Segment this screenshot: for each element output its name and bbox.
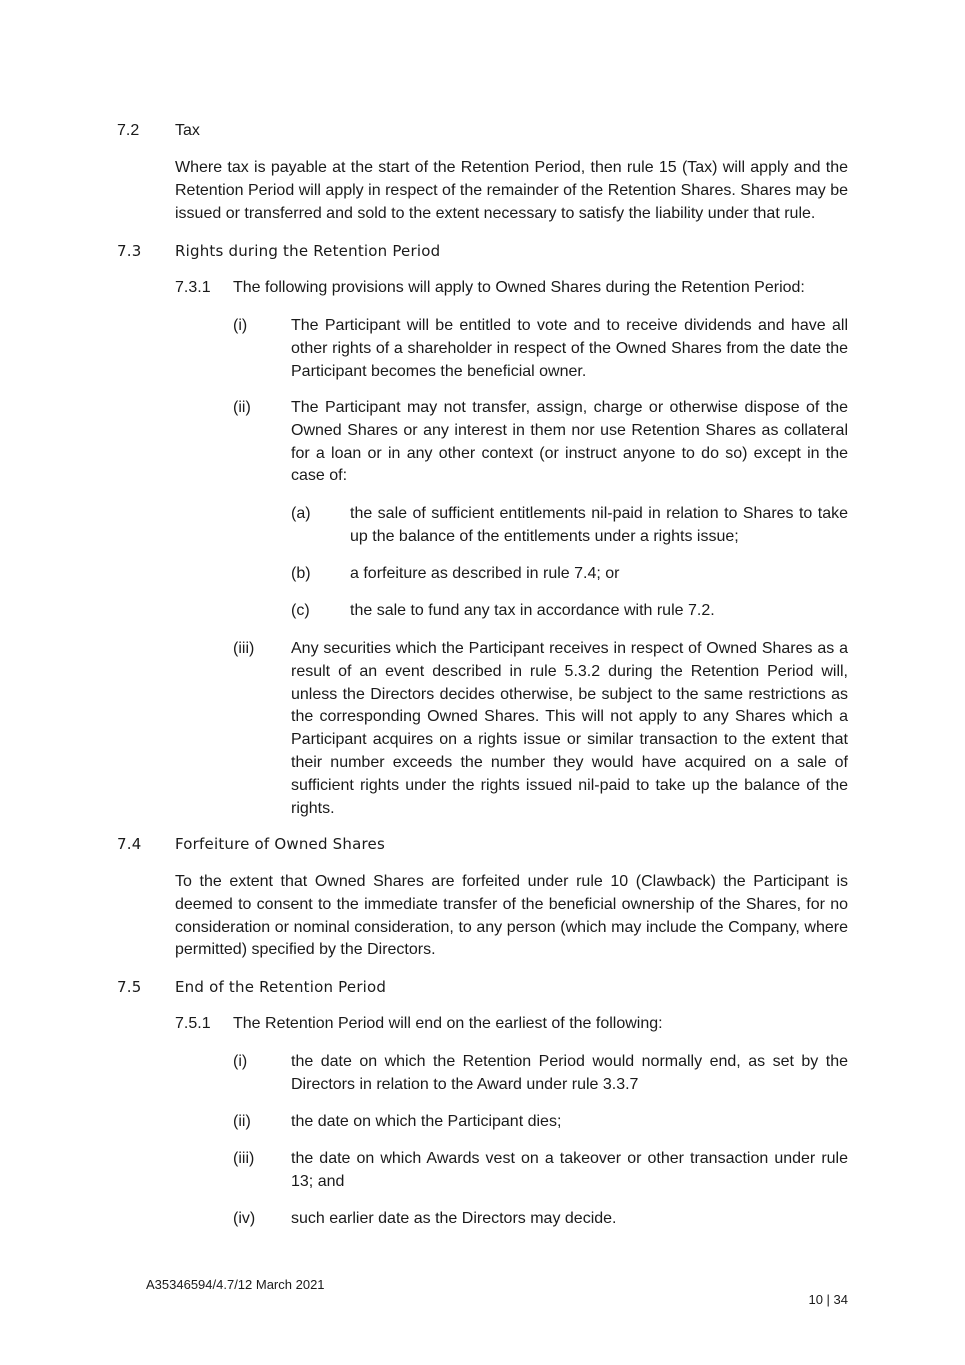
item-number: (ii) (233, 1113, 251, 1130)
document-reference: A35346594/4.7/12 March 2021 (146, 1277, 325, 1292)
item-number: (ii) (233, 399, 251, 416)
section-heading: Tax (175, 122, 200, 139)
item-number: (i) (233, 317, 248, 334)
subitem-number: (a) (291, 505, 311, 522)
clause-text: The Retention Period will end on the earliest of the following: (233, 1015, 663, 1032)
item-number: (i) (233, 1053, 248, 1070)
clause-text: The following provisions will apply to Owned Shares during the Retention Period: (233, 279, 805, 296)
clause-number: 7.5.1 (175, 1015, 211, 1032)
item-number: (iv) (233, 1210, 256, 1227)
section-body: Where tax is payable at the start of the Retention Period, then rule 15 (Tax) will apply and the Retention Period will apply in respect of the remainder of the Retention Shares. Shares may be issued or transferred and sold to the extent necessary to satisfy the liability under that rule. (175, 159, 848, 222)
section-number: 7.2 (117, 122, 140, 139)
subitem-number: (b) (291, 565, 311, 582)
section-heading: End of the Retention Period (175, 978, 387, 996)
section-body: To the extent that Owned Shares are forfeited under rule 10 (Clawback) the Participant is deemed to consent to the immediate transfer of the beneficial ownership of the Shares, for no consideration or nominal consideration, to any person (which may include the Company, where permitted) specified by the Directors. (175, 873, 848, 959)
subitem-number: (c) (291, 602, 310, 619)
item-number: (iii) (233, 640, 255, 657)
subitem-text: the sale of sufficient entitlements nil-paid in relation to Shares to take up the balance of the entitlements under a rights issue; (350, 505, 848, 545)
item-text: Any securities which the Participant receives in respect of Owned Shares as a result of an event described in rule 5.3.2 during the Retention Period will, unless the Directors decides otherwise, be subject to the same restrictions as the corresponding Owned Shares. This will not apply to any Shares which a Participant acquires on a rights issue or similar transaction to the extent that their number exceeds the number they would have acquired on a sale of sufficient rights under the rights issued nil-paid to take up the balance of the rights. (291, 640, 848, 817)
item-text: the date on which the Retention Period would normally end, as set by the Directors in relation to the Award under rule 3.3.7 (291, 1053, 848, 1093)
section-number: 7.4 (117, 835, 142, 853)
section-number: 7.5 (117, 978, 142, 996)
section-heading: Rights during the Retention Period (175, 242, 441, 260)
item-text: the date on which the Participant dies; (291, 1113, 562, 1130)
clause-number: 7.3.1 (175, 279, 211, 296)
item-text: The Participant will be entitled to vote and to receive dividends and have all other rights of a shareholder in respect of the Owned Shares from the date the Participant becomes the beneficial owner. (291, 317, 848, 380)
item-text: The Participant may not transfer, assign, charge or otherwise dispose of the Owned Shares or any interest in them nor use Retention Shares as collateral for a loan or in any other context (or instruct anyone to do so) except in the case of: (291, 399, 848, 485)
subitem-text: the sale to fund any tax in accordance with rule 7.2. (350, 602, 715, 619)
item-number: (iii) (233, 1150, 255, 1167)
subitem-text: a forfeiture as described in rule 7.4; or (350, 565, 620, 582)
page-number: 10 | 34 (808, 1292, 848, 1307)
section-heading: Forfeiture of Owned Shares (175, 835, 385, 853)
item-text: the date on which Awards vest on a takeover or other transaction under rule 13; and (291, 1150, 848, 1190)
section-number: 7.3 (117, 242, 142, 260)
item-text: such earlier date as the Directors may decide. (291, 1210, 617, 1227)
